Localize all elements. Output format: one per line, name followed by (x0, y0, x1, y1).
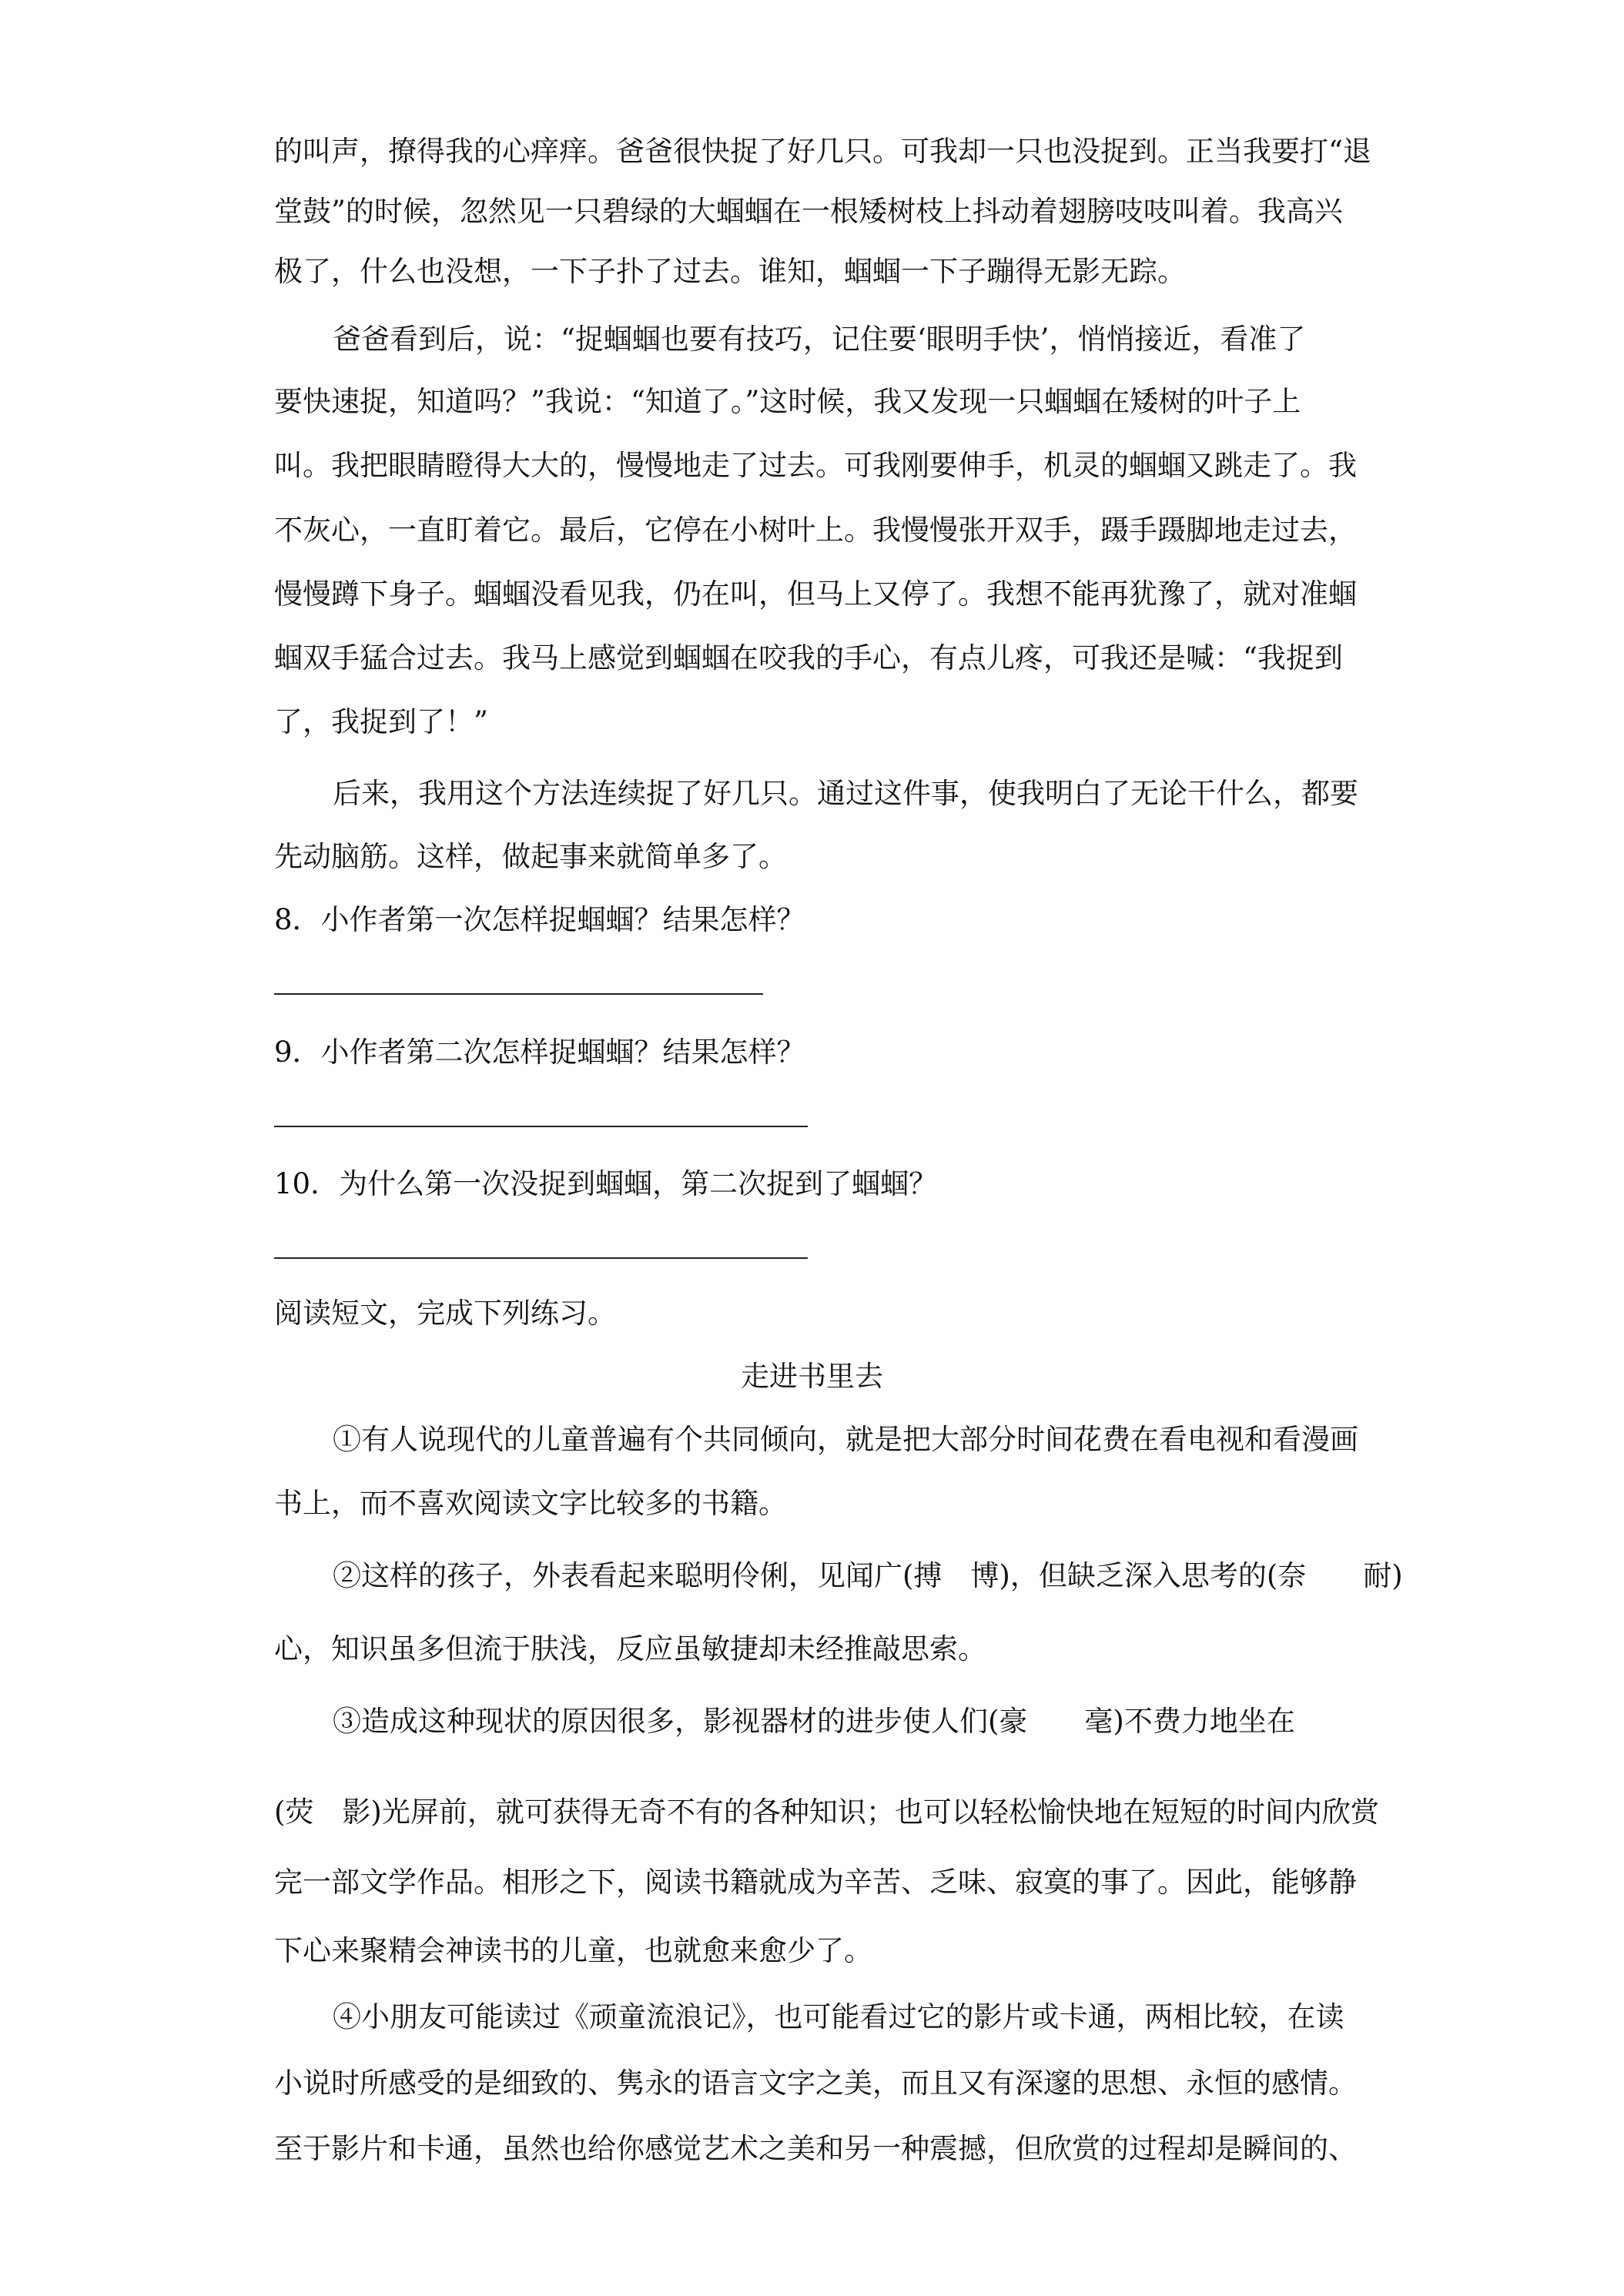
answer-line-8[interactable] (274, 993, 763, 995)
answer-line-10[interactable] (274, 1257, 808, 1259)
story-line-9: 蝈双手猛合过去。我马上感觉到蝈蝈在咬我的手心，有点儿疼，可我还是喊：“我捉到 (274, 641, 1343, 674)
article-line-8: 下心来聚精会神读书的儿童，也就愈来愈少了。 (274, 1934, 872, 1967)
answer-line-9[interactable] (274, 1126, 808, 1127)
question-10: 10．为什么第一次没捉到蝈蝈，第二次捉到了蝈蝈？ (274, 1167, 938, 1200)
article-line-4: 心，知识虽多但流于肤浅，反应虽敏捷却未经推敲思索。 (274, 1632, 986, 1665)
story-line-10: 了，我捉到了！” (274, 705, 488, 738)
article-line-2: 书上，而不喜欢阅读文字比较多的书籍。 (274, 1487, 787, 1520)
story-line-4: 爸爸看到后，说：“捉蝈蝈也要有技巧，记住要‘眼明手快’，悄悄接近，看准了 (333, 323, 1306, 356)
article-line-6: (荧 影)光屏前，就可获得无奇不有的各种知识；也可以轻松愉快地在短短的时间内欣赏 (274, 1796, 1379, 1829)
reading-instruction: 阅读短文，完成下列练习。 (274, 1297, 616, 1330)
article-line-3: ②这样的孩子，外表看起来聪明伶俐，见闻广(搏 博)，但缺乏深入思考的(奈 耐) (333, 1559, 1403, 1592)
article-title: 走进书里去 (741, 1360, 883, 1393)
story-line-7: 不灰心，一直盯着它。最后，它停在小树叶上。我慢慢张开双手，蹑手蹑脚地走过去， (274, 514, 1357, 547)
story-line-11: 后来，我用这个方法连续捉了好几只。通过这件事，使我明白了无论干什么，都要 (333, 777, 1358, 810)
story-line-3: 极了，什么也没想，一下子扑了过去。谁知，蝈蝈一下子蹦得无影无踪。 (274, 255, 1186, 288)
question-8: 8．小作者第一次怎样捉蝈蝈？结果怎样？ (274, 903, 805, 936)
article-line-1: ①有人说现代的儿童普遍有个共同倾向，就是把大部分时间花费在看电视和看漫画 (333, 1423, 1358, 1456)
story-line-12: 先动脑筋。这样，做起事来就简单多了。 (274, 840, 787, 873)
article-line-7: 完一部文学作品。相形之下，阅读书籍就成为辛苦、乏味、寂寞的事了。因此，能够静 (274, 1866, 1357, 1899)
article-line-10: 小说时所感受的是细致的、隽永的语言文字之美，而且又有深邃的思想、永恒的感情。 (274, 2067, 1357, 2100)
article-line-11: 至于影片和卡通，虽然也给你感觉艺术之美和另一种震撼，但欣赏的过程却是瞬间的、 (274, 2132, 1357, 2165)
story-line-5: 要快速捉，知道吗？”我说：“知道了。”这时候，我又发现一只蝈蝈在矮树的叶子上 (274, 385, 1301, 418)
article-line-5: ③造成这种现状的原因很多，影视器材的进步使人们(豪 毫)不费力地坐在 (333, 1705, 1295, 1738)
story-line-8: 慢慢蹲下身子。蝈蝈没看见我，仍在叫，但马上又停了。我想不能再犹豫了，就对准蝈 (274, 577, 1357, 611)
story-line-2: 堂鼓”的时候，忽然见一只碧绿的大蝈蝈在一根矮树枝上抖动着翅膀吱吱叫着。我高兴 (274, 195, 1343, 228)
story-line-1: 的叫声，撩得我的心痒痒。爸爸很快捉了好几只。可我却一只也没捉到。正当我要打“退 (274, 135, 1371, 168)
article-line-9: ④小朋友可能读过《顽童流浪记》，也可能看过它的影片或卡通，两相比较，在读 (333, 2000, 1344, 2033)
story-line-6: 叫。我把眼睛瞪得大大的，慢慢地走了过去。可我刚要伸手，机灵的蝈蝈又跳走了。我 (274, 449, 1357, 482)
question-9: 9．小作者第二次怎样捉蝈蝈？结果怎样？ (274, 1036, 805, 1069)
